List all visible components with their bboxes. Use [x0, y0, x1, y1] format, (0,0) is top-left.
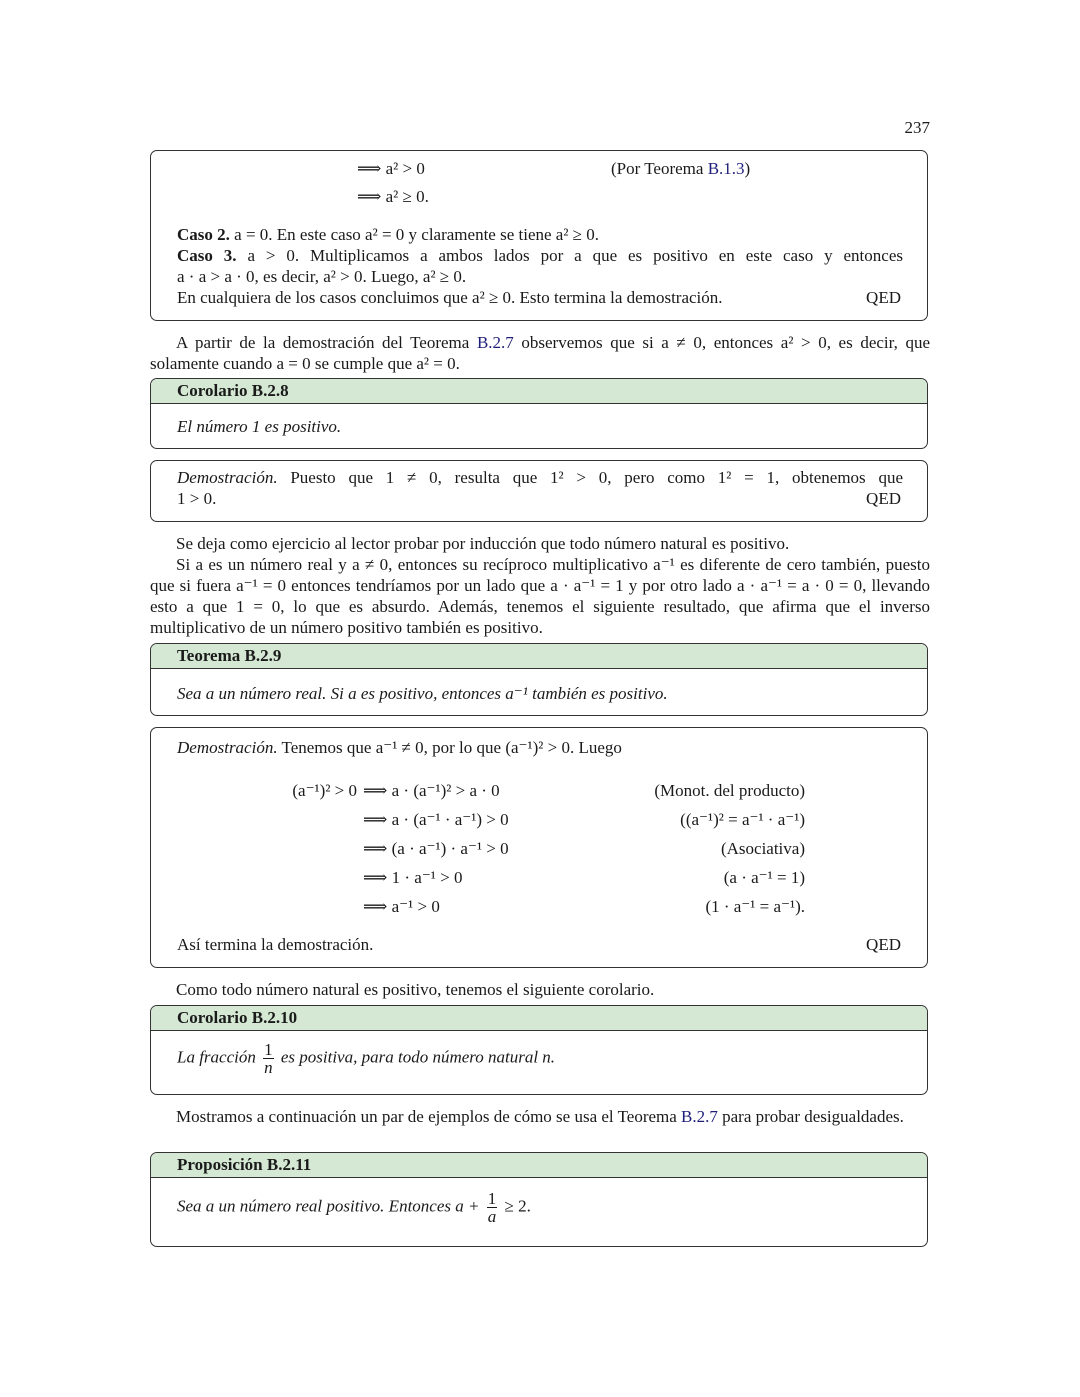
paragraph-text: A partir de la demostración del Teorema: [176, 333, 477, 352]
proof-b29-closing: Así termina la demostración.: [177, 935, 374, 954]
caso3: [177, 245, 903, 266]
proof-b28-box: [150, 460, 928, 522]
step-rhs: ⟹ a · (a⁻¹ · a⁻¹) > 0: [363, 810, 509, 829]
teorema-b29-statement: Sea a un número real. Si a es positivo, entonces a⁻¹ también es positivo.: [177, 684, 668, 703]
fraction: [487, 1190, 498, 1225]
step-rhs: ⟹ a · (a⁻¹)² > a · 0: [363, 781, 500, 800]
justification-text: (Por Teorema: [611, 159, 708, 178]
caso3-text: a > 0. Multiplicamos a ambos lados por a que es positivo en este caso y entonces: [236, 246, 903, 265]
paragraph-text: para probar desigualdades.: [717, 1107, 904, 1126]
proof-text: Puesto que 1 ≠ 0, resulta que 1² > 0, pero como 1² = 1, obtenemos que: [277, 468, 903, 487]
justification-text: ): [744, 159, 751, 178]
paragraph-text: Mostramos a continuación un par de ejemplos de cómo se usa el Teorema: [176, 1107, 682, 1126]
fraction-numerator: 1: [264, 1040, 273, 1059]
proposicion-b211-box: [150, 1152, 928, 1247]
corolario-b28-title: Corolario B.2.8: [151, 379, 927, 404]
step-justification: [611, 158, 750, 179]
corolario-b210-title: Corolario B.2.10: [151, 1006, 927, 1031]
corolario-b210-box: [150, 1005, 928, 1095]
proof-label: Demostración.: [177, 738, 278, 757]
caso3-label: Caso 3.: [177, 246, 237, 265]
step-justification: (Asociativa): [720, 839, 805, 858]
proposicion-b211-statement: [151, 1178, 927, 1225]
caso2-text: a = 0. En este caso a² = 0 y claramente se tiene a² ≥ 0.: [229, 225, 600, 244]
ref-link-b27[interactable]: B.2.7: [476, 333, 514, 352]
math-step: ⟹ a² > 0: [357, 159, 425, 178]
caso2-label: Caso 2.: [177, 225, 230, 244]
statement-text: La fracción: [177, 1047, 256, 1067]
qed-mark: QED: [866, 288, 901, 307]
corolario-b28-statement: El número 1 es positivo.: [177, 417, 342, 436]
proof-label: Demostración.: [177, 468, 278, 487]
conclusion: En cualquiera de los casos concluimos que a² ≥ 0. Esto termina la demostración.: [177, 288, 723, 307]
statement-text: Sea a un número real positivo. Entonces a +: [177, 1196, 480, 1216]
step-rhs: ⟹ a⁻¹ > 0: [363, 897, 440, 916]
ref-link-b27[interactable]: B.2.7: [681, 1107, 718, 1126]
math-step: ⟹ a² ≥ 0.: [357, 187, 429, 206]
step-rhs: ⟹ (a · a⁻¹) · a⁻¹ > 0: [363, 839, 509, 858]
corolario-b210-statement: [151, 1031, 927, 1076]
teorema-b29-box: [150, 643, 928, 716]
ref-link-b13[interactable]: B.1.3: [707, 159, 745, 178]
proof-b28-text: [177, 467, 903, 488]
proof-b29-box: [150, 727, 928, 968]
corolario-b28-box: [150, 378, 928, 449]
proof-b28-line2: 1 > 0.: [177, 489, 217, 508]
proof-box-b27-end: [150, 150, 928, 321]
statement-text: es positiva, para todo número natural n.: [280, 1047, 556, 1067]
qed-mark: QED: [866, 489, 901, 508]
paragraph: [150, 1106, 930, 1127]
caso2: [177, 224, 599, 245]
proof-b29-intro: [177, 737, 622, 758]
page-number: 237: [904, 118, 930, 137]
proposicion-b211-title: Proposición B.2.11: [151, 1153, 927, 1178]
caso3-line2: a · a > a · 0, es decir, a² > 0. Luego, a² ≥ 0.: [177, 267, 467, 286]
paragraph: Si a es un número real y a ≠ 0, entonces su recíproco multiplicativo a⁻¹ es diferente de cero también, puesto que si fuera a⁻¹ = 0 entonces tendríamos por un lado que a · a⁻¹ = 1 y por otro lado a · a⁻¹ = a · 0 = 0, llevando esto a que 1 = 0, lo que es absurdo. Además, tenemos el siguiente resultado, que afirma que el inverso multiplicativo de un número positivo también es positivo.: [150, 555, 930, 637]
fraction: [263, 1041, 274, 1076]
step-justification: (1 · a⁻¹ = a⁻¹).: [705, 897, 805, 916]
step-justification: (Monot. del producto): [654, 781, 805, 800]
step-rhs: ⟹ 1 · a⁻¹ > 0: [363, 868, 463, 887]
step-justification: (a · a⁻¹ = 1): [723, 868, 805, 887]
fraction-denominator: n: [264, 1058, 273, 1077]
paragraph-text: observemos que si a ≠ 0, entonces a² > 0, es decir, que solamente cuando a = 0 se cumple que a² = 0.: [150, 333, 931, 373]
paragraph: [150, 332, 930, 374]
proof-text: Tenemos que a⁻¹ ≠ 0, por lo que (a⁻¹)² > 0. Luego: [277, 738, 622, 757]
qed-mark: QED: [866, 935, 901, 954]
teorema-b29-title: Teorema B.2.9: [151, 644, 927, 669]
step-justification: ((a⁻¹)² = a⁻¹ · a⁻¹): [680, 810, 805, 829]
paragraph: Como todo número natural es positivo, tenemos el siguiente corolario.: [176, 980, 655, 999]
fraction-denominator: a: [487, 1207, 497, 1226]
paragraph: Se deja como ejercicio al lector probar por inducción que todo número natural es positivo.: [176, 534, 790, 553]
statement-text: ≥ 2.: [504, 1196, 531, 1216]
fraction-numerator: 1: [487, 1189, 497, 1208]
step-lhs: (a⁻¹)² > 0: [292, 781, 357, 800]
